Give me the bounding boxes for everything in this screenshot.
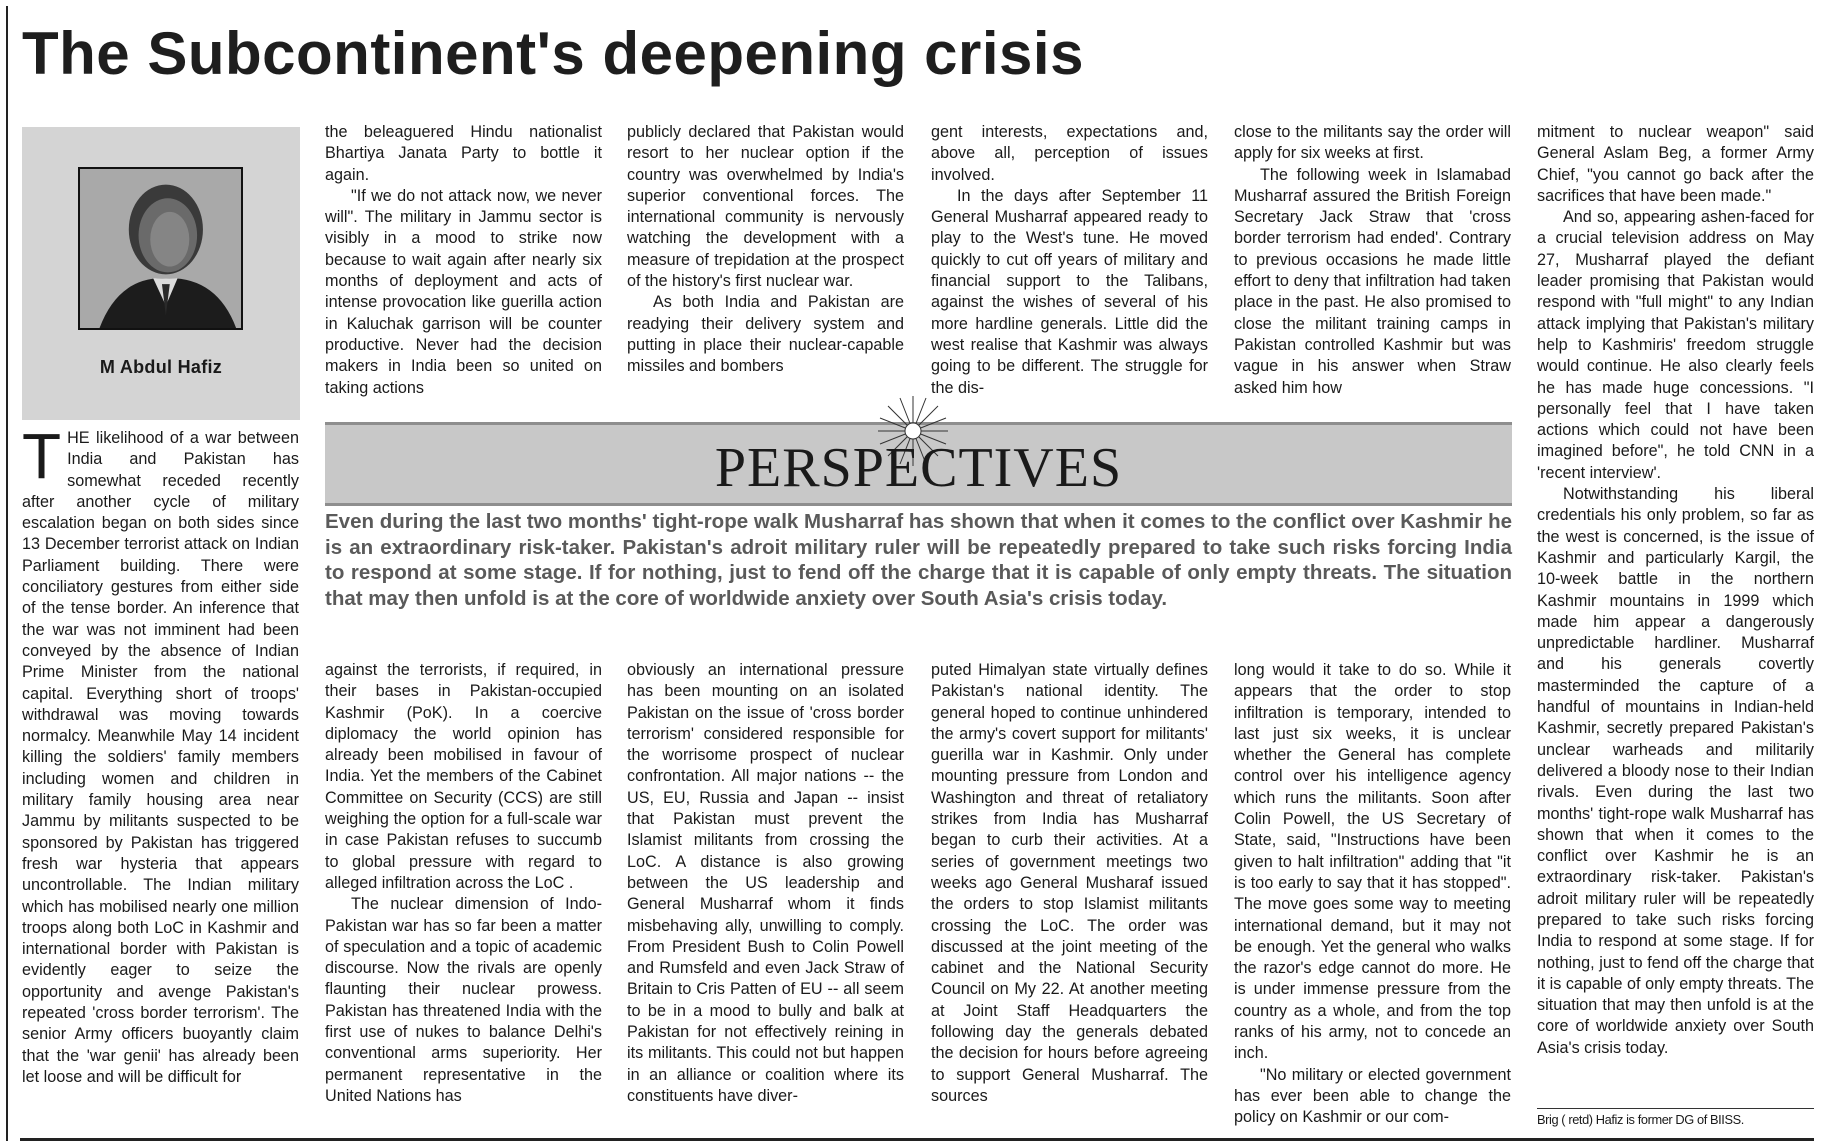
paragraph: "If we do not attack now, we never will". The military in Jammu sector is visibly in a mood to strike now because to wait again after nearly six months of deployment and acts of intense provocation like guerilla action in Kaluchak garrison will be counter productive. Never had the decision makers in India been so united on taking actions: [325, 186, 602, 397]
paragraph: long would it take to do so. While it appears that the order to stop infiltration is temporary, intended to last just six weeks, it is unclear whether the General has complete control over his intelligence agency which runs the militants. Soon after Colin Powell, the US Secretary of State, said, "Instructions have been given to halt infiltration" adding that "it is too early to say that it has stopped". The move goes some way to meeting international demand, but it may not be enough. Yet the general who walks the razor's edge cannot do more. He is under immense pressure from the country as a whole, and from the top ranks of his army, not to concede an inch.: [1234, 661, 1511, 1063]
paragraph: gent interests, expectations and, above all, perception of issues involved.: [931, 123, 1208, 184]
upper-column-1: [325, 122, 602, 399]
paragraph: publicly declared that Pakistan would resort to her nuclear option if the country was overwhelmed by India's superior conventional forces. The international community is nervously watching the development with a measure of trepidation at the prospect of the history's first nuclear war.: [627, 123, 904, 291]
author-portrait-image: [80, 169, 241, 328]
upper-column-2: [627, 122, 904, 378]
paragraph: Notwithstanding his liberal credentials his only problem, so far as the west is concerned, is the issue of Kashmir and particularly Kargil, the 10-week battle in the northern Kashmir mountains in 1999 which made him appear a dangerously unpredictable hardliner. Musharraf and his generals covertly masterminded the capture of a handful of mountains in Indian-held Kashmir, secretly prepared Pakistan's unclear warheads and militarily delivered a bloody nose to their Indian rivals. Even during the last two months' tight-rope walk Musharraf has shown that when it comes to the conflict over Kashmir he is an extraordinary risk-taker. Pakistan's adroit military ruler will be repeatedly prepared to take such risks forcing India to respond at some stage. If for nothing, just to fend off the charge that it is capable of only empty threats. The situation that may then unfold is at the core of worldwide anxiety over South Asia's crisis today.: [1537, 485, 1814, 1057]
author-photo: [78, 167, 243, 330]
pull-quote: Even during the last two months' tight-rope walk Musharraf has shown that when it comes to the conflict over Kashmir he is an extraordinary risk-taker. Pakistan's adroit military ruler will be repeatedly prepared to take such risks forcing India to respond at some stage. If for nothing, just to fend off the charge that it is capable of only empty threats. The situation that may then unfold is at the core of worldwide anxiety over South Asia's crisis today.: [325, 510, 1512, 610]
lower-column-1: [325, 660, 602, 1107]
bio-divider: [1537, 1108, 1814, 1109]
lead-column: [22, 420, 299, 1088]
paragraph: obviously an international pressure has been mounting on an isolated Pakistan on the issue of 'cross border terrorism' considered responsible for the worrisome prospect of nuclear confrontation. All major nations -- the US, EU, Russia and Japan -- insist that Pakistan must prevent the Islamist militants from crossing the LoC. A distance is also growing between the US leadership and General Musharraf whom it finds misbehaving ally, unwilling to comply. From President Bush to Colin Powell and Rumsfeld and even Jack Straw of Britain to Cris Patten of EU -- all seem to be in a mood to bully and balk at Pakistan for not effectively reining in its militants. This could not but happen in an alliance or coalition where its constituents have diver-: [627, 661, 904, 1105]
paragraph: As both India and Pakistan are readying their delivery system and putting in place their nuclear-capable missiles and bombers: [627, 293, 904, 376]
paragraph: puted Himalyan state virtually defines Pakistan's national identity. The general hoped to continue unhindered the army's covert support for militants' guerilla war in Kashmir. Only under mounting pressure from London and Washington and threat of retaliatory strikes from India has Musharraf began to curb their activities. At a series of government meetings two weeks ago General Musharaf issued the orders to stop Islamist militants crossing the LoC. The order was discussed at the joint meeting of the cabinet and the National Security Council on My 22. At another meeting at Joint Staff Headquarters the following day the generals debated the decision for hours before agreeing to support General Musharraf. The sources: [931, 661, 1208, 1105]
author-name: M Abdul Hafiz: [99, 357, 223, 377]
paragraph: "No military or elected government has ever been able to change the policy on Kashmir or our com-: [1234, 1065, 1511, 1127]
lower-column-3: [931, 660, 1208, 1107]
drop-cap: T: [22, 420, 62, 492]
paragraph: the beleaguered Hindu nationalist Bhartiya Janata Party to bottle it again.: [325, 123, 602, 184]
paragraph: mitment to nuclear weapon" said General Aslam Beg, a former Army Chief, "you cannot go back after the sacrifices that have been made.": [1537, 123, 1814, 205]
paragraph: And so, appearing ashen-faced for a crucial television address on May 27, Musharraf played the defiant leader promising that Pakistan would respond with "full might" to any Indian attack implying that Pakistan's military help to Kashmiris' freedom struggle would continue. He also clearly feels he has made huge concessions. "I personally feel that I have taken actions which could not have been imagined before", he told CNN in a 'recent interview'.: [1537, 208, 1814, 482]
paragraph: close to the militants say the order will apply for six weeks at first.: [1234, 123, 1511, 163]
lower-column-2: [627, 660, 904, 1107]
perspectives-title: PERSPECTIVES: [714, 437, 1123, 499]
bottom-border-rule: [20, 1138, 1814, 1141]
right-column: [1537, 122, 1814, 1059]
left-border-rule: [6, 6, 8, 1141]
paragraph: The nuclear dimension of Indo-Pakistan war has so far been a matter of speculation and a topic of academic discourse. Now the rivals are openly flaunting their nuclear prowess. Pakistan has threatened India with the first use of nukes to balance Delhi's conventional arms superiority. Her permanent representative in the United Nations has: [325, 895, 602, 1105]
paragraph: In the days after September 11 General Musharraf appeared ready to play to the West's tune. He moved quickly to cut off years of military and financial support to the Talibans, against the wishes of several of his more hardline generals. Little did the west realise that Kashmir was always going to be different. The struggle for the dis-: [931, 186, 1208, 397]
headline: The Subcontinent's deepening crisis: [22, 20, 1084, 87]
author-bio: Brig ( retd) Hafiz is former DG of BIISS.: [1537, 1112, 1744, 1127]
upper-column-4: [1234, 122, 1511, 399]
paragraph: against the terrorists, if required, in their bases in Pakistan-occupied Kashmir (PoK). In a coercive diplomacy the world opinion has already been mobilised in favour of India. Yet the members of the Cabinet Committee on Security (CCS) are still weighing the option for a full-scale war in case Pakistan refuses to succumb to global pressure with regard to alleged infiltration across the LoC .: [325, 661, 602, 892]
lower-column-4: [1234, 660, 1511, 1129]
lead-paragraph: HE likelihood of a war between India and Pakistan has somewhat receded recently after another cycle of military escalation began on both sides since 13 December terrorist attack on Indian Parliament building. There were conciliatory gestures from either side of the tense border. An inference that the war was not imminent had been conveyed by the absence of Indian Prime Minister from the national capital. Everything short of troops' withdrawal was moving towards normalcy. Meanwhile May 14 incident killing the soldiers' family members including women and children in military family housing area near Jammu by militants suspected to be sponsored by Pakistan has triggered fresh war hysteria that appears uncontrollable. The Indian military which has mobilised nearly one million troops along both LoC in Kashmir and international border with Pakistan is evidently eager to seize the opportunity and avenge Pakistan's repeated 'cross border terrorism'. The senior Army officers buoyantly claim that the 'war genii' has already been let loose and will be difficult for: [22, 429, 299, 1086]
paragraph: The following week in Islamabad Musharraf assured the British Foreign Secretary Jack Straw that 'cross border terrorism had ended'. Contrary to previous occasions he made little effort to deny that infiltration had taken place in the past. He also promised to close the militant training camps in Pakistan controlled Kashmir but was vague in his answer when Straw asked him how: [1234, 165, 1511, 397]
upper-column-3: [931, 122, 1208, 399]
byline-box: [22, 127, 300, 420]
